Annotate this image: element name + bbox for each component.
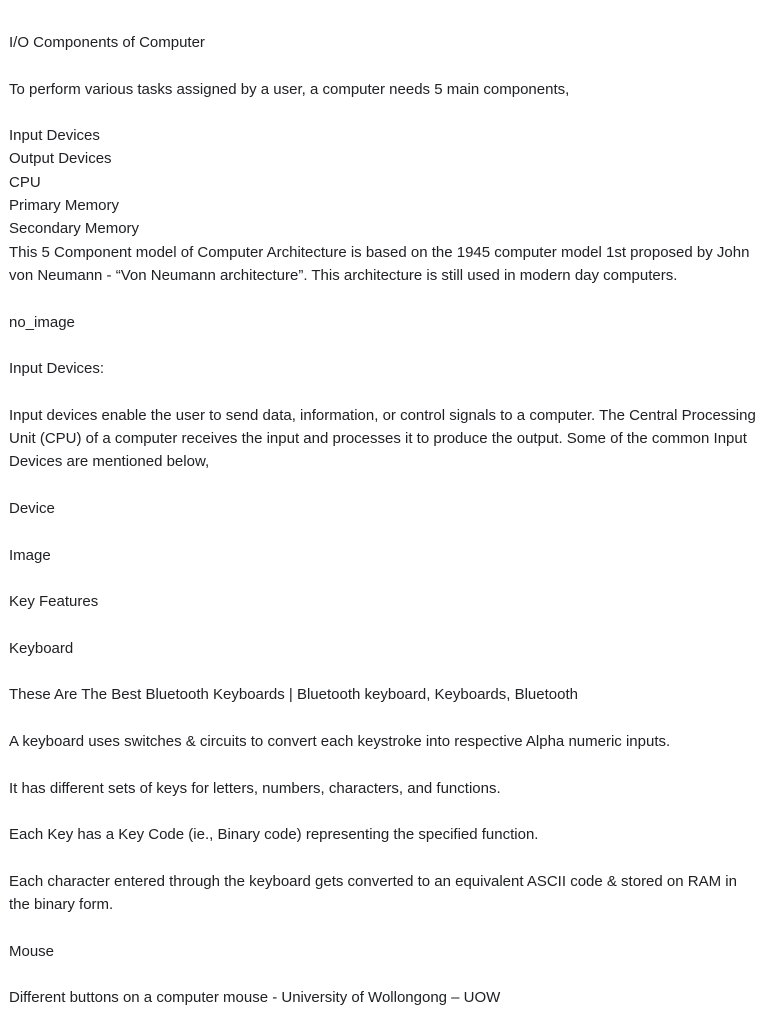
table-header-features: Key Features [9, 593, 99, 611]
document-title: I/O Components of Computer [9, 34, 205, 51]
mouse-device-name: Mouse [9, 942, 55, 960]
list-item: Primary Memory [9, 197, 120, 215]
mouse-image-caption: Different buttons on a computer mouse - University of Wollongong – UOW [9, 989, 501, 1007]
table-header-image: Image [9, 546, 51, 564]
list-item: Output Devices [9, 150, 112, 168]
architecture-note: This 5 Component model of Computer Architecture is based on the 1945 computer model 1st proposed by John von Neumann - “Von Neumann architecture”. This architecture is still used in modern day computers. [9, 243, 750, 284]
intro-text: To perform various tasks assigned by a user, a computer needs 5 main components, [9, 80, 570, 98]
components-list [9, 124, 758, 240]
input-devices-description: Input devices enable the user to send data, information, or control signals to a computer. The Central Processing Unit (CPU) of a computer receives the input and processes it to produce the output. Some of the common Input Devices are mentioned below, [9, 406, 756, 471]
list-item: Secondary Memory [9, 220, 140, 238]
keyboard-feature: Each character entered through the keyboard gets converted to an equivalent ASCII code & stored on RAM in the binary form. [9, 872, 737, 913]
keyboard-feature: Each Key has a Key Code (ie., Binary code) representing the specified function. [9, 826, 539, 844]
keyboard-feature: A keyboard uses switches & circuits to convert each keystroke into respective Alpha numeric inputs. [9, 732, 671, 750]
list-item: CPU [9, 173, 41, 191]
list-item: Input Devices [9, 127, 100, 145]
table-header-device: Device [9, 499, 55, 517]
image-placeholder: no_image [9, 313, 75, 331]
keyboard-feature: It has different sets of keys for letters, numbers, characters, and functions. [9, 779, 501, 797]
keyboard-device-name: Keyboard [9, 639, 74, 657]
keyboard-image-caption: These Are The Best Bluetooth Keyboards | Bluetooth keyboard, Keyboards, Bluetooth [9, 686, 578, 704]
input-devices-heading: Input Devices: [9, 360, 105, 378]
